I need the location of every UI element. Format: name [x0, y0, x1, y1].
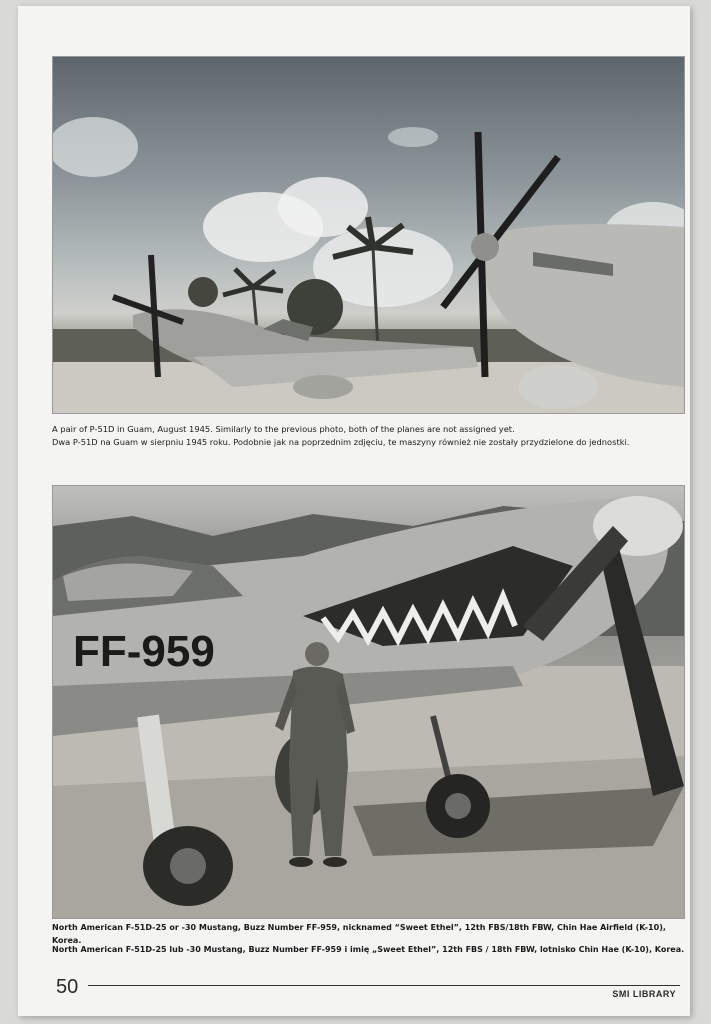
publisher-name: SMI LIBRARY: [612, 989, 676, 999]
photo-2-caption-pl: North American F-51D-25 lub -30 Mustang, Buzz Number FF-959 i imię „Sweet Ethel”, 12th FBS / 18th FBW, lotnisko Chin Hae (K-10), Korea.: [52, 945, 685, 954]
photo-2-caption-en: North American F-51D-25 or -30 Mustang, Buzz Number FF-959, nicknamed “Sweet Ethel”, 12th FBS/18th FBW, Chin Hae Airfield (K-10), Korea.: [52, 923, 666, 945]
photo-1-caption-en: A pair of P-51D in Guam, August 1945. Similarly to the previous photo, both of the planes are not assigned yet.: [52, 424, 515, 434]
photo-p51d-guam: [52, 56, 685, 414]
photo-f51d-sweet-ethel-image: [53, 486, 684, 918]
photo-p51d-guam-image: [53, 57, 684, 413]
photo-1-caption-pl: Dwa P-51D na Guam w sierpniu 1945 roku. Podobnie jak na poprzednim zdjęciu, te maszyny również nie zostały przydzielone do jednostki.: [52, 437, 630, 447]
book-page: [18, 6, 690, 1016]
photo-f51d-sweet-ethel: [52, 485, 685, 919]
footer-rule: [88, 985, 680, 986]
page-number: 50: [56, 976, 79, 998]
buzz-number-text: FF-959: [73, 627, 215, 676]
